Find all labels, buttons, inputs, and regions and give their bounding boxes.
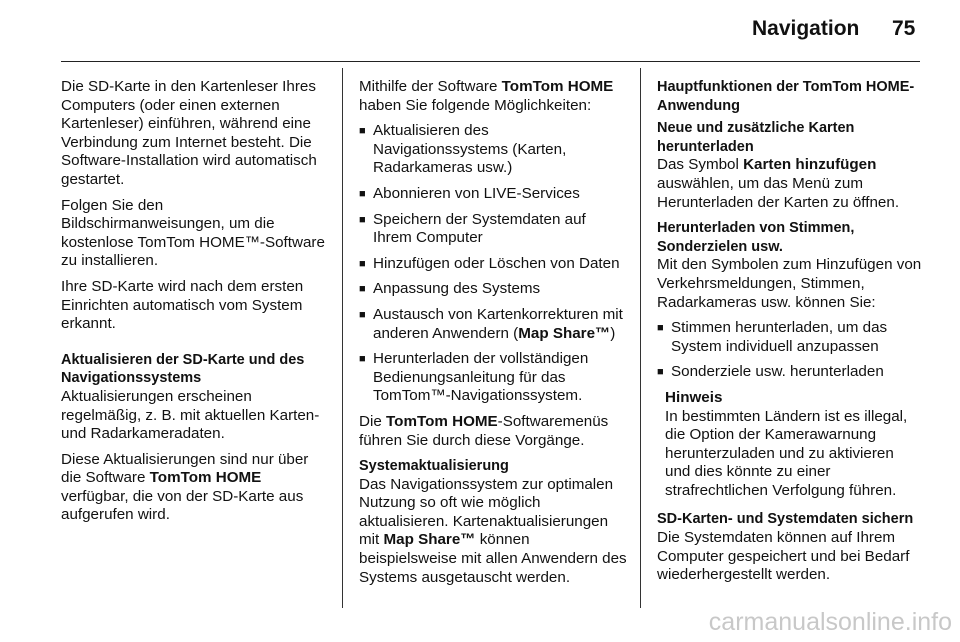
column-divider-2 bbox=[640, 68, 641, 608]
subsection-heading: SD-Karten- und Systemdaten sichern bbox=[657, 511, 914, 528]
list-item: ■ Speichern der Systemdaten auf Ihrem Computer bbox=[359, 210, 586, 247]
paragraph: Die Systemdaten können auf Ihrem Computer gespeichert und bei Bedarf wiederhergestellt werden. bbox=[657, 529, 910, 584]
list-item: ■ Abonnieren von LIVE-Services bbox=[359, 184, 580, 202]
list-item: ■ Anpassung des Systems bbox=[359, 280, 541, 298]
watermark-text: carmanualsonline.info bbox=[708, 608, 952, 636]
list-item: ■ Hinzufügen oder Löschen von Daten bbox=[359, 254, 620, 272]
bold-term: Map Share™ bbox=[383, 531, 476, 549]
list-item: ■ Austausch von Kartenkorrekturen mit anderen Anwendern (Map Share™) bbox=[359, 305, 623, 342]
note-box bbox=[657, 389, 923, 501]
note-title: Hinweis bbox=[665, 388, 723, 406]
column-3 bbox=[657, 78, 923, 592]
bullet-square-icon: ■ bbox=[359, 283, 366, 296]
paragraph: Das Navigationssystem zur optimalen Nutzung so oft wie möglich aktualisieren. Kartenaktualisierungen mit Map Share™ können beispielsweise mit allen Anwendern des Systems ausgetauscht werden. bbox=[359, 475, 627, 586]
list-item: ■ Stimmen herunterladen, um das System individuell anzupassen bbox=[657, 319, 888, 355]
paragraph: Mithilfe der Software TomTom HOME haben Sie folgende Möglichkeiten: bbox=[359, 78, 614, 114]
bullet-square-icon: ■ bbox=[359, 308, 366, 321]
subsection-heading: Neue und zusätzliche Karten herunterladen bbox=[657, 120, 855, 155]
paragraph: Ihre SD-Karte wird nach dem ersten Einrichten automatisch vom System erkannt. bbox=[61, 277, 304, 333]
bullet-square-icon: ■ bbox=[359, 125, 366, 138]
paragraph: Folgen Sie den Bildschirmanweisungen, um die kostenlose TomTom HOME™-Software zu installieren. bbox=[61, 196, 325, 270]
bold-term: TomTom HOME bbox=[501, 78, 614, 95]
bold-term: TomTom HOME bbox=[149, 469, 262, 487]
header-rule bbox=[61, 61, 920, 62]
bullet-square-icon: ■ bbox=[657, 322, 664, 335]
bullet-square-icon: ■ bbox=[657, 366, 664, 379]
list-item: ■ Aktualisieren des Navigationssystems (Karten, Radarkameras usw.) bbox=[359, 122, 567, 177]
bullet-square-icon: ■ bbox=[359, 257, 366, 270]
bold-term: TomTom HOME bbox=[386, 412, 498, 430]
page-title: Navigation bbox=[752, 17, 860, 40]
subsection-heading: Herunterladen von Stimmen, Sonderzielen usw. bbox=[657, 220, 855, 255]
column-1 bbox=[61, 78, 327, 532]
paragraph: Diese Aktualisierungen sind nur über die Software TomTom HOME verfügbar, die von der SD-Karte aus aufgerufen wird. bbox=[61, 450, 309, 524]
column-divider-1 bbox=[342, 68, 343, 608]
page-number: 75 bbox=[892, 17, 916, 40]
list-item: ■ Herunterladen der vollständigen Bedienungsanleitung für das TomTom™-Navigationssystem. bbox=[359, 350, 589, 405]
section-heading: Hauptfunktionen der TomTom HOME-Anwendung bbox=[657, 79, 915, 114]
bold-term: Map Share™ bbox=[518, 324, 611, 342]
page-header bbox=[0, 0, 960, 62]
paragraph: Die SD-Karte in den Kartenleser Ihres Computers (oder einen externen Kartenleser) einführen, während eine Verbindung zum Internet besteht. Die Software-Installation wird automatisch gestartet. bbox=[61, 78, 317, 188]
column-2 bbox=[359, 78, 627, 594]
list-item: ■ Sonderziele usw. herunterladen bbox=[657, 363, 884, 381]
bullet-square-icon: ■ bbox=[359, 353, 366, 366]
feature-list bbox=[359, 122, 627, 406]
bold-term: Karten hinzufügen bbox=[743, 156, 877, 174]
section-heading: Aktualisieren der SD-Karte und des Navigationssystems bbox=[61, 351, 305, 387]
bullet-square-icon: ■ bbox=[359, 213, 366, 226]
bullet-square-icon: ■ bbox=[359, 187, 366, 200]
paragraph: Die TomTom HOME-Softwaremenüs führen Sie durch diese Vorgänge. bbox=[359, 412, 609, 449]
download-list bbox=[657, 319, 923, 382]
paragraph: Das Symbol Karten hinzufügen auswählen, um das Menü zum Herunterladen der Karten zu öffnen. bbox=[657, 156, 900, 211]
paragraph: Mit den Symbolen zum Hinzufügen von Verkehrsmeldungen, Stimmen, Radarkameras usw. können Sie: bbox=[657, 256, 922, 311]
section-heading: Systemaktualisierung bbox=[359, 458, 509, 475]
note-text: In bestimmten Ländern ist es illegal, die Option der Kamerawarnung herunterzuladen und zu aktivieren und dies könnte zu einer strafrechtlichen Verfolgung führen. bbox=[665, 407, 908, 499]
paragraph: Aktualisierungen erscheinen regelmäßig, z. B. mit aktuellen Karten- und Radarkameradaten. bbox=[61, 387, 320, 443]
